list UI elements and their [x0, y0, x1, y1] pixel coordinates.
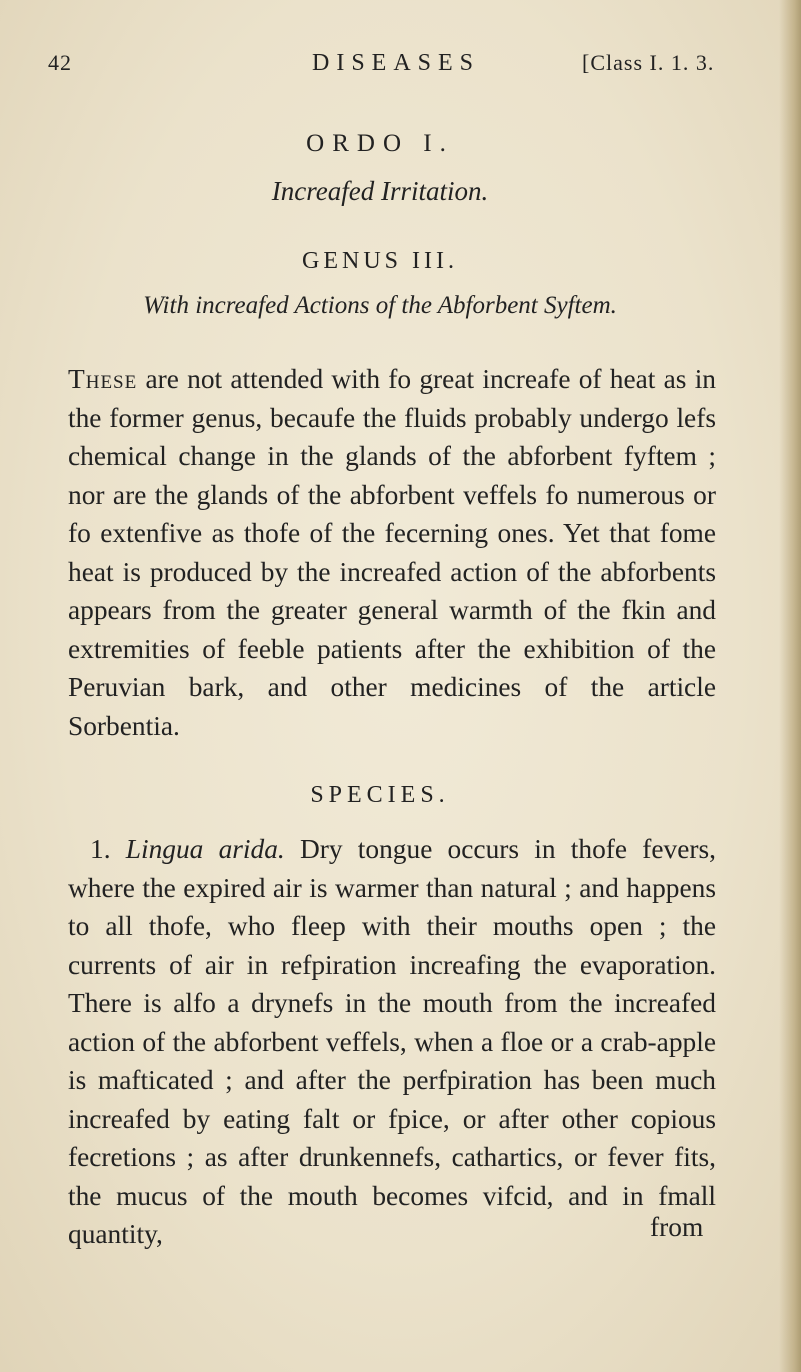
running-head	[48, 50, 768, 86]
species-heading: SPECIES.	[310, 782, 450, 808]
running-head-class-reference: [Class I. 1. 3.	[582, 50, 715, 75]
ordo-heading: ORDO I.	[306, 130, 454, 157]
species-term: Lingua arida.	[125, 834, 285, 864]
page-number: 42	[48, 50, 72, 75]
paragraph-species-lingua-arida	[68, 830, 716, 1254]
page-edge-shadow	[779, 0, 801, 1372]
paragraph-genus-description	[68, 360, 716, 745]
running-head-title: DISEASES	[312, 50, 481, 76]
paragraph-text: are not attended with fo great increafe of heat as in the former genus, becaufe the fluids probably undergo lefs chemical change in the glands of the abforbent fyftem ; nor are the glands of the abforbent veffels fo numerous or fo extenfive as thofe of the fecerning ones. Yet that fome heat is produced by the increafed action of the abforbents appears from the greater general warmth of the fkin and extremities of feeble patients after the exhibition of the Peruvian bark, and other medicines of the article Sorbentia.	[68, 364, 716, 741]
genus-heading: GENUS III.	[302, 248, 458, 274]
species-number: 1.	[90, 834, 126, 864]
catchword: from	[650, 1212, 704, 1242]
genus-subtitle: With increafed Actions of the Abforbent Syftem.	[143, 292, 617, 319]
ordo-subtitle: Increafed Irritation.	[271, 176, 489, 206]
species-text: Dry tongue occurs in thofe fevers, where the expired air is warmer than natural ; and happens to all thofe, who fleep with their mouths open ; the currents of air in refpiration increafing the evaporation. There is alfo a drynefs in the mouth from the increafed action of the abforbent veffels, when a floe or a crab-apple is mafticated ; and after the perfpiration has been much increafed by eating falt or fpice, or after other copious fecretions ; as after drunkennefs, cathartics, or fever fits, the mucus of the mouth becomes vifcid, and in fmall quantity,	[68, 834, 717, 1249]
paragraph-first-word: These	[68, 364, 138, 394]
